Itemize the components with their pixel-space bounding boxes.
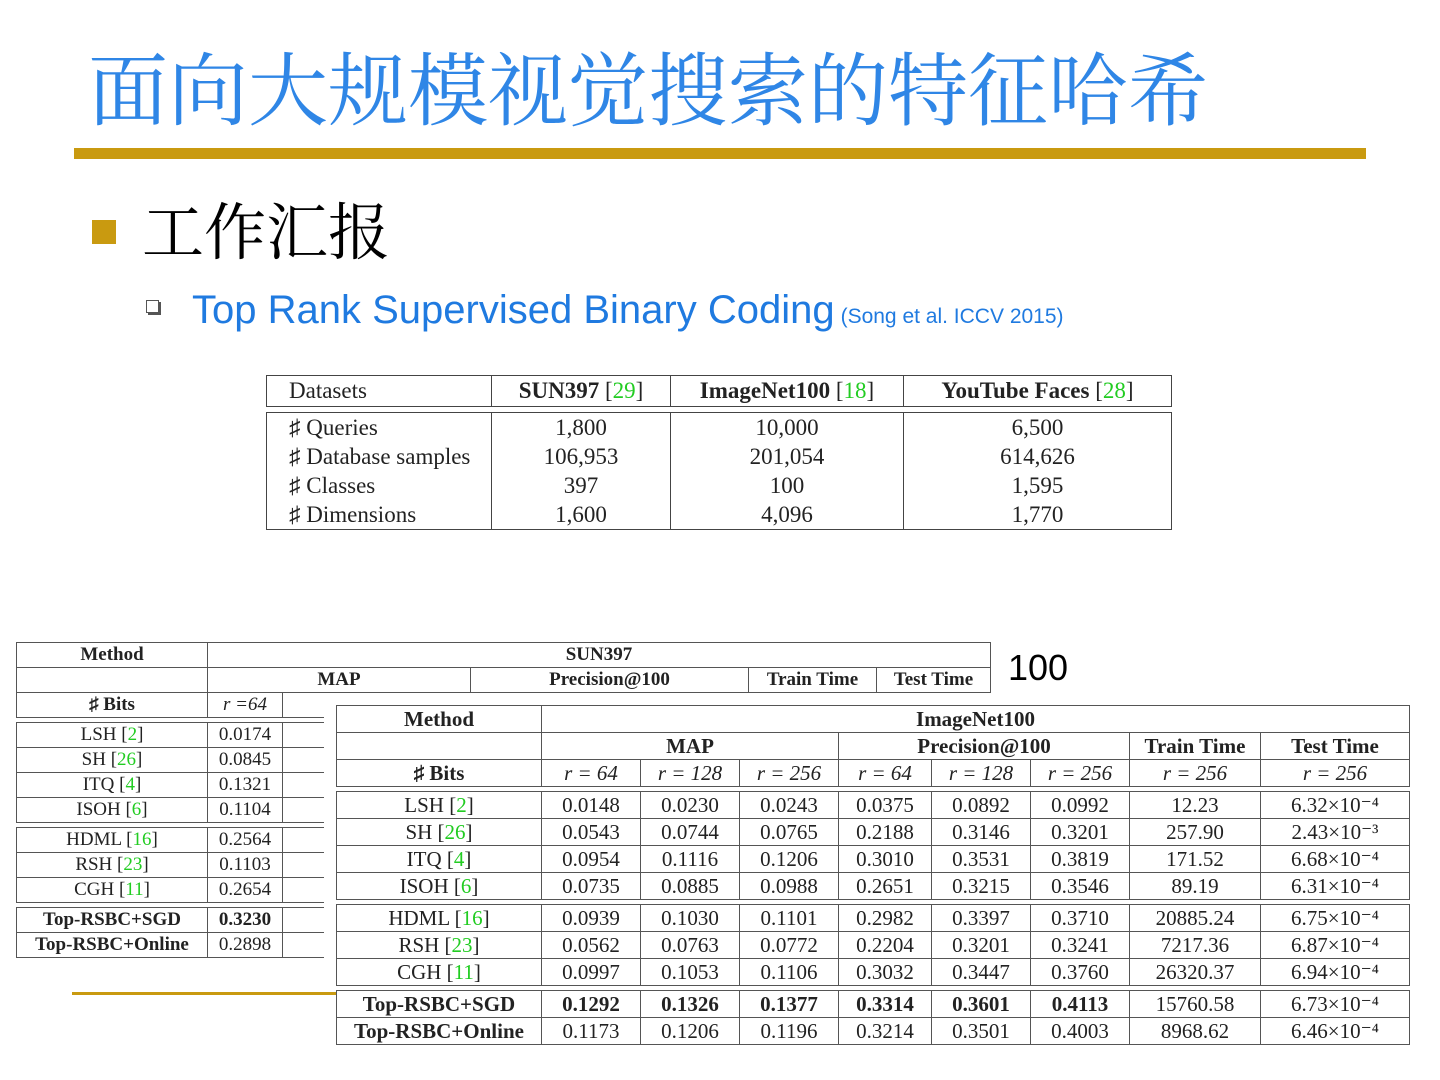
cell: 0.0885 — [641, 873, 740, 900]
cell: 0.1206 — [740, 846, 839, 873]
cell: 0.0148 — [542, 792, 641, 819]
cell: 0.4113 — [1031, 991, 1130, 1018]
cell: 10,000 — [671, 413, 904, 443]
cell: 0.0939 — [542, 905, 641, 932]
cell: 106,953 — [492, 442, 671, 471]
footer-rule — [72, 992, 372, 995]
cell: 0.0562 — [542, 932, 641, 959]
cell: 0.3032 — [839, 959, 932, 986]
cell: 0.1116 — [641, 846, 740, 873]
cell: 15760.58 — [1130, 991, 1261, 1018]
cell: 257.90 — [1130, 819, 1261, 846]
cell: 0.2982 — [839, 905, 932, 932]
bits-label: ♯ Bits — [17, 693, 208, 718]
cell: 6,500 — [904, 413, 1172, 443]
cell: 1,770 — [904, 500, 1172, 530]
cell: 0.2651 — [839, 873, 932, 900]
cell: 0.3397 — [932, 905, 1031, 932]
cell: 0.3215 — [932, 873, 1031, 900]
table-row — [17, 748, 325, 773]
group-header-map: MAP — [542, 733, 839, 760]
cell: 6.75×10⁻⁴ — [1261, 905, 1410, 932]
cell: 0.1106 — [740, 959, 839, 986]
cell: 0.1053 — [641, 959, 740, 986]
datasets-header-row — [267, 376, 1172, 407]
dataset-header: SUN397 — [208, 643, 991, 668]
square-bullet-icon — [92, 220, 116, 244]
method-name: SH [26] — [17, 748, 208, 773]
bits-col-header: r =64 — [208, 693, 283, 718]
method-name: LSH [2] — [17, 723, 208, 748]
cell: 1,600 — [492, 500, 671, 530]
table-row — [337, 792, 1410, 819]
cell: 1,595 — [904, 471, 1172, 500]
method-name: HDML [16] — [17, 828, 208, 853]
cell: 4,096 — [671, 500, 904, 530]
method-name: ISOH [6] — [337, 873, 542, 900]
cell: 0.3819 — [1031, 846, 1130, 873]
cell: 6.87×10⁻⁴ — [1261, 932, 1410, 959]
cell: 6.94×10⁻⁴ — [1261, 959, 1410, 986]
cell: 0.0892 — [932, 792, 1031, 819]
method-name: HDML [16] — [337, 905, 542, 932]
method-header: Method — [337, 706, 542, 733]
table-row — [337, 991, 1410, 1018]
method-name: RSH [23] — [17, 853, 208, 878]
cell: 0.1104 — [208, 798, 283, 823]
row-label: ♯ Queries — [267, 413, 492, 443]
group-header-train-time: Train Time — [1130, 733, 1261, 760]
method-name: ITQ [4] — [337, 846, 542, 873]
table-row — [337, 846, 1410, 873]
cell: 0.2654 — [208, 878, 283, 903]
cell: 20885.24 — [1130, 905, 1261, 932]
cell: 0.1326 — [641, 991, 740, 1018]
cell: 8968.62 — [1130, 1018, 1261, 1045]
cell: 0.1292 — [542, 991, 641, 1018]
table-row — [337, 932, 1410, 959]
cell: 26320.37 — [1130, 959, 1261, 986]
cell: 0.3710 — [1031, 905, 1130, 932]
cell: 0.0763 — [641, 932, 740, 959]
cell: 7217.36 — [1130, 932, 1261, 959]
cell: 0.1377 — [740, 991, 839, 1018]
cell: 0.1101 — [740, 905, 839, 932]
bits-cell: r = 256 — [1031, 760, 1130, 787]
cell: 0.2898 — [208, 933, 283, 958]
sun397-header-table — [16, 642, 991, 693]
method-name: RSH [23] — [337, 932, 542, 959]
table-row — [337, 905, 1410, 932]
group-header-precision: Precision@100 — [839, 733, 1130, 760]
cell: 1,800 — [492, 413, 671, 443]
header-row — [337, 706, 1410, 733]
datasets-table — [266, 375, 1172, 530]
cell: 0.0735 — [542, 873, 641, 900]
method-name: CGH [11] — [337, 959, 542, 986]
method-name: Top-RSBC+Online — [17, 933, 208, 958]
method-name: Top-RSBC+Online — [337, 1018, 542, 1045]
sun397-table — [16, 692, 324, 958]
group-header-test-time: Test Time — [877, 668, 991, 693]
cell: 0.3314 — [839, 991, 932, 1018]
cell: 0.1103 — [208, 853, 283, 878]
subheading-citation: (Song et al. ICCV 2015) — [840, 305, 1064, 328]
table-row — [17, 878, 325, 903]
cell: 0.3010 — [839, 846, 932, 873]
group-header-test-time: Test Time — [1261, 733, 1410, 760]
subheading — [192, 290, 1064, 330]
subheading-text: Top Rank Supervised Binary Coding — [192, 288, 835, 332]
cell: 12.23 — [1130, 792, 1261, 819]
method-header: Method — [17, 643, 208, 668]
table-row — [17, 908, 325, 933]
cell: 0.1321 — [208, 773, 283, 798]
cell: 0.3531 — [932, 846, 1031, 873]
cell: 0.1206 — [641, 1018, 740, 1045]
cell: 0.0543 — [542, 819, 641, 846]
bits-cell: r = 256 — [1261, 760, 1410, 787]
cell: 0.3214 — [839, 1018, 932, 1045]
method-name: Top-RSBC+SGD — [337, 991, 542, 1018]
cell: 0.0243 — [740, 792, 839, 819]
table-row — [17, 723, 325, 748]
cell: 0.3230 — [208, 908, 283, 933]
cell: 0.0375 — [839, 792, 932, 819]
section-heading: 工作汇报 — [142, 196, 391, 269]
method-name: SH [26] — [337, 819, 542, 846]
imagenet100-table — [336, 705, 1410, 1045]
cell: 6.31×10⁻⁴ — [1261, 873, 1410, 900]
method-name: CGH [11] — [17, 878, 208, 903]
cell: 0.3447 — [932, 959, 1031, 986]
cell: 0.1196 — [740, 1018, 839, 1045]
cell: 0.3201 — [1031, 819, 1130, 846]
side-number: 100 — [1008, 647, 1069, 688]
table-row — [337, 819, 1410, 846]
cell: 0.2564 — [208, 828, 283, 853]
bits-cell: r = 256 — [740, 760, 839, 787]
cell: 6.32×10⁻⁴ — [1261, 792, 1410, 819]
cell: 614,626 — [904, 442, 1172, 471]
cell: 6.68×10⁻⁴ — [1261, 846, 1410, 873]
sun397-table-body — [16, 692, 324, 965]
table-row — [337, 1018, 1410, 1045]
hollow-square-bullet-icon — [146, 300, 159, 313]
dataset-header: ImageNet100 — [542, 706, 1410, 733]
bits-row — [337, 760, 1410, 787]
cell: 100 — [671, 471, 904, 500]
bits-cell: r = 256 — [1130, 760, 1261, 787]
cell: 0.0765 — [740, 819, 839, 846]
cell: 0.0845 — [208, 748, 283, 773]
row-label: ♯ Database samples — [267, 442, 492, 471]
cell: 89.19 — [1130, 873, 1261, 900]
bits-cell: r = 64 — [542, 760, 641, 787]
table-row — [267, 442, 1172, 471]
cell: 6.46×10⁻⁴ — [1261, 1018, 1410, 1045]
cell: 0.3241 — [1031, 932, 1130, 959]
table-row — [337, 959, 1410, 986]
cell: 0.2204 — [839, 932, 932, 959]
table-row — [17, 853, 325, 878]
cell: 0.0174 — [208, 723, 283, 748]
cell: 0.2188 — [839, 819, 932, 846]
table-row — [267, 471, 1172, 500]
cell: 0.0992 — [1031, 792, 1130, 819]
cell: 0.0988 — [740, 873, 839, 900]
cell: 0.3601 — [932, 991, 1031, 1018]
table-row — [267, 500, 1172, 530]
cell: 0.0954 — [542, 846, 641, 873]
table-row — [267, 413, 1172, 443]
cell: 201,054 — [671, 442, 904, 471]
bits-cell: r = 64 — [839, 760, 932, 787]
cell: 0.3546 — [1031, 873, 1130, 900]
method-name: LSH [2] — [337, 792, 542, 819]
method-name: Top-RSBC+SGD — [17, 908, 208, 933]
cell: 0.3146 — [932, 819, 1031, 846]
method-name: ITQ [4] — [17, 773, 208, 798]
cell: 0.0997 — [542, 959, 641, 986]
bits-cell: r = 128 — [641, 760, 740, 787]
row-label: ♯ Classes — [267, 471, 492, 500]
cell: 171.52 — [1130, 846, 1261, 873]
cell: 0.3760 — [1031, 959, 1130, 986]
sun397-table-header — [16, 642, 991, 690]
slide-title: 面向大规模视觉搜索的特征哈希 — [88, 45, 1208, 138]
header-row — [337, 733, 1410, 760]
group-header-map: MAP — [208, 668, 471, 693]
cell: 0.1173 — [542, 1018, 641, 1045]
group-header-train-time: Train Time — [749, 668, 877, 693]
table-row — [17, 798, 325, 823]
table-row — [337, 873, 1410, 900]
datasets-header-col: ImageNet100 [18] — [671, 376, 904, 407]
datasets-header-label: Datasets — [267, 376, 492, 407]
cell: 0.3501 — [932, 1018, 1031, 1045]
cell: 0.0744 — [641, 819, 740, 846]
method-name: ISOH [6] — [17, 798, 208, 823]
cell: 0.0230 — [641, 792, 740, 819]
cell: 0.3201 — [932, 932, 1031, 959]
bits-label: ♯ Bits — [337, 760, 542, 787]
bits-cell: r = 128 — [932, 760, 1031, 787]
title-underline — [74, 148, 1366, 159]
row-label: ♯ Dimensions — [267, 500, 492, 530]
cell: 0.4003 — [1031, 1018, 1130, 1045]
cell: 0.1030 — [641, 905, 740, 932]
cell: 2.43×10⁻³ — [1261, 819, 1410, 846]
datasets-header-col: SUN397 [29] — [492, 376, 671, 407]
cell: 397 — [492, 471, 671, 500]
cell: 6.73×10⁻⁴ — [1261, 991, 1410, 1018]
table-row — [17, 773, 325, 798]
cell: 0.0772 — [740, 932, 839, 959]
table-row — [17, 933, 325, 958]
datasets-header-col: YouTube Faces [28] — [904, 376, 1172, 407]
table-row — [17, 828, 325, 853]
group-header-precision: Precision@100 — [471, 668, 749, 693]
